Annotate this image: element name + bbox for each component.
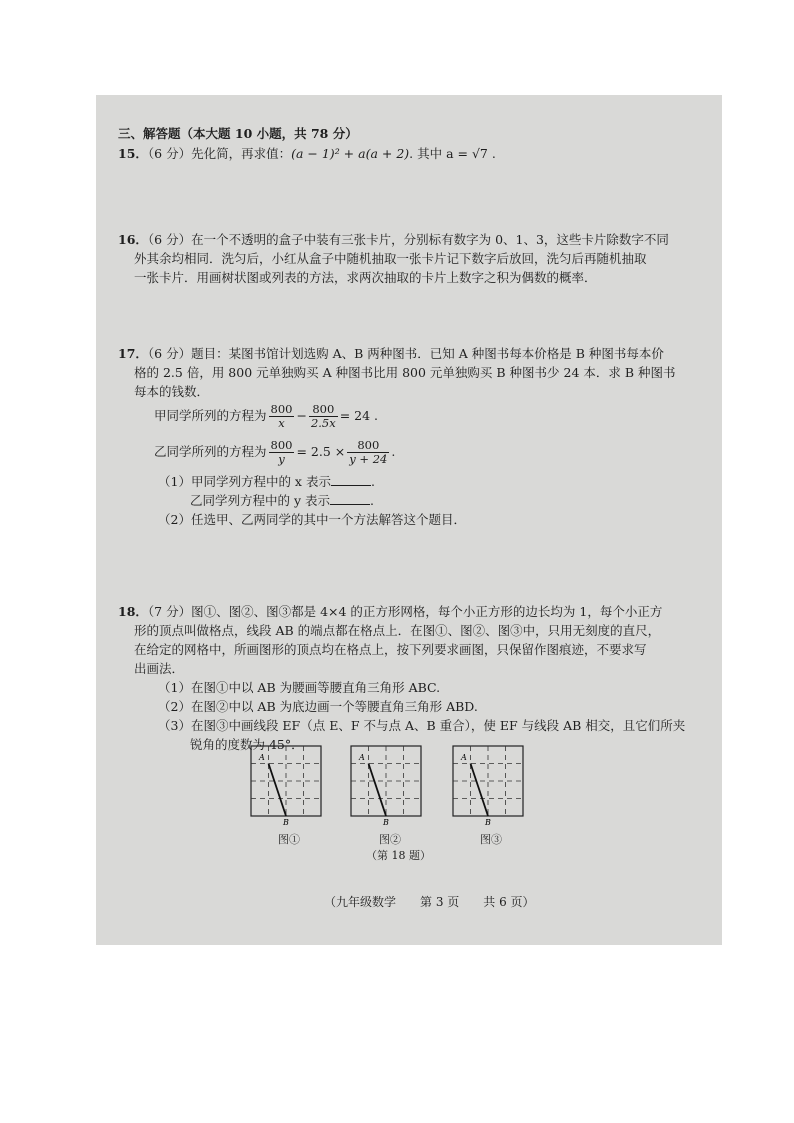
question-17-line-1 [118,345,664,363]
q15-condition: . 其中 a = √7 . [409,146,496,161]
figure-1-caption: 图① [278,833,300,846]
q17-text-2: 格的 2.5 倍，用 800 元单独购买 A 种图书比用 800 元单独购买 B 种图书少 24 本．求 B 种图书 [134,365,676,380]
eq1-numerator-2: 800 [309,403,338,417]
eq2-prefix: 乙同学所列的方程为 [154,444,267,459]
q15-score: （6 分） [147,146,192,161]
point-b-label: B [485,818,491,825]
eq2-fraction-1 [269,439,295,466]
q15-text: 先化简，再求值： [191,146,292,161]
section-note: （本大题 10 小题，共 78 分） [180,126,358,141]
q17-equation-1 [154,399,378,433]
eq1-prefix: 甲同学所列的方程为 [154,408,267,423]
eq1-operator: − [296,408,307,423]
q18-sub-3a: （3）在图③中画线段 EF（点 E、F 不与点 A、B 重合），使 EF 与线段 AB 相交，且它们所夹 [158,718,686,733]
q18-score: （7 分） [147,604,192,619]
q17-number: 17． [118,346,148,361]
exam-page [96,95,722,945]
segment-ab [369,764,387,817]
segment-ab [269,764,287,817]
q17-text-1: 题目：某图书馆计划选购 A、B 两种图书．已知 A 种图书每本价格是 B 种图书每本价 [191,346,664,361]
q18-sub-3b: 锐角的度数为 45°． [190,737,304,752]
q17-sub-1b-text: 乙同学列方程中的 y 表示 [190,493,331,508]
grid-figure-3[interactable] [452,745,526,825]
eq2-numerator-2: 800 [347,439,389,453]
q17-equation-2 [154,435,395,469]
eq2-denominator-1: y [278,452,285,466]
question-15 [118,145,496,163]
figure-group-caption: （第 18 题） [366,849,431,862]
figure-2-caption: 图② [379,833,401,846]
eq2-denominator-2: y + 24 [349,452,388,466]
question-18-line-1 [118,603,662,621]
point-a-label: A [359,753,365,762]
grid-figure-2[interactable] [350,745,424,825]
point-a-label: A [259,753,265,762]
q17-text-3: 每本的钱数． [134,384,210,399]
point-b-label: B [283,818,289,825]
eq1-rhs: = 24 . [339,408,379,423]
q16-number: 16． [118,232,148,247]
eq2-numerator-1: 800 [270,438,293,452]
q17-sub-1a [158,473,375,491]
q17-sub-1a-period: . [370,474,375,489]
q17-sub-2: （2）任选甲、乙两同学的其中一个方法解答这个题目． [158,512,466,527]
q18-text-3: 在给定的网格中，所画图形的顶点均在格点上，按下列要求画图，只保留作图痕迹，不要求写 [134,642,647,657]
q16-text-1: 在一个不透明的盒子中装有三张卡片，分别标有数字为 0、1、3，这些卡片除数字不同 [191,232,669,247]
eq2-end: . [391,444,396,459]
q17-sub-1b-period: . [370,493,374,508]
question-16-line-1 [118,231,669,249]
q15-number: 15． [118,146,148,161]
q15-expression: (a − 1)² + a(a + 2) [291,146,410,161]
segment-ab [471,764,489,817]
q17-sub-1a-text: （1）甲同学列方程中的 x 表示 [158,474,331,489]
q18-text-4: 出画法． [134,661,185,676]
section-header [118,125,358,143]
q16-text-3: 一张卡片．用画树状图或列表的方法，求两次抽取的卡片上数字之积为偶数的概率． [134,270,597,285]
q18-sub-2: （2）在图②中以 AB 为底边画一个等腰直角三角形 ABD. [158,699,478,714]
q18-number: 18． [118,604,148,619]
q18-text-2: 形的顶点叫做格点，线段 AB 的端点都在格点上．在图①、图②、图③中，只用无刻度的直尺， [134,623,661,638]
eq1-fraction-2 [309,403,338,430]
eq1-denominator-2: 2.5x [310,416,336,430]
eq1-fraction-1 [269,403,295,430]
q18-text-1: 图①、图②、图③都是 4×4 的正方形网格，每个小正方形的边长均为 1，每个小正方 [191,604,663,619]
section-title: 三、解答题 [118,126,181,141]
q17-score: （6 分） [147,346,192,361]
point-a-label: A [461,753,467,762]
eq1-denominator-1: x [278,416,285,430]
q18-sub-1: （1）在图①中以 AB 为腰画等腰直角三角形 ABC. [158,680,441,695]
q16-score: （6 分） [147,232,192,247]
q17-sub-1b [190,492,374,510]
answer-blank-x[interactable] [331,473,371,486]
answer-blank-y[interactable] [330,492,370,505]
grid-figure-1[interactable] [250,745,324,825]
eq2-fraction-2 [347,439,389,466]
figure-3-caption: 图③ [480,833,502,846]
eq1-numerator-1: 800 [270,402,293,416]
eq2-mid: = 2.5 × [296,444,346,459]
q16-text-2: 外其余均相同．洗匀后，小红从盒子中随机抽取一张卡片记下数字后放回，洗匀后再随机抽取 [134,251,647,266]
page-footer: （九年级数学 第 3 页 共 6 页） [324,895,535,909]
point-b-label: B [383,818,389,825]
